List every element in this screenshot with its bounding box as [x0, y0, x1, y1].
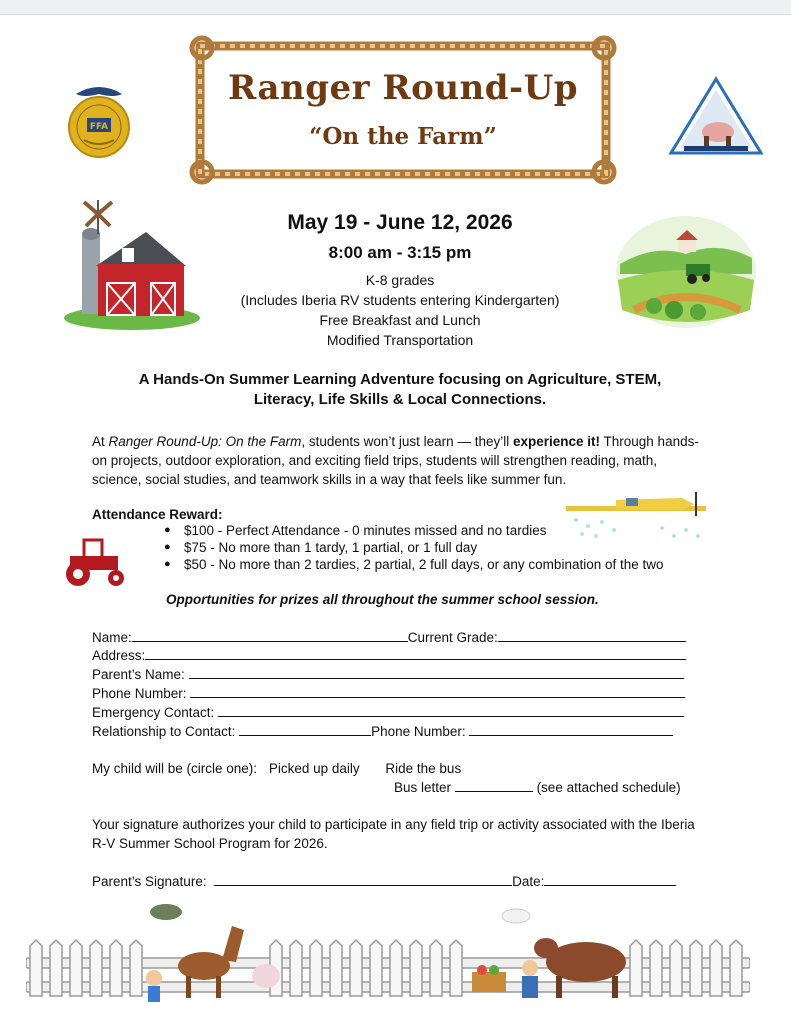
rope-frame: [188, 34, 618, 186]
contact-phone-label: Phone Number:: [371, 724, 466, 739]
form-row-address: [92, 647, 686, 663]
duck: [150, 904, 182, 920]
tagline-line-2: Literacy, Life Skills & Local Connections.: [253, 391, 547, 408]
parent-signature-label: Parent’s Signature:: [92, 874, 207, 889]
form-row-name: [92, 629, 686, 645]
conservation-department-logo: [668, 76, 764, 156]
grade-label: Current Grade:: [407, 630, 498, 645]
form-row-phone: [92, 685, 685, 701]
address-field[interactable]: [145, 647, 686, 660]
goose: [502, 909, 530, 923]
emergency-contact-label: Emergency Contact:: [92, 705, 215, 720]
flyer-subtitle: “On the Farm”: [309, 123, 497, 150]
ffa-logo: [66, 78, 132, 162]
intro-emphasis: experience it!: [512, 434, 601, 449]
parent-name-field[interactable]: [189, 666, 684, 679]
form-row-relationship: [92, 723, 673, 739]
event-grades: K-8 grades: [365, 272, 435, 288]
event-dates: May 19 - June 12, 2026: [287, 211, 513, 234]
relationship-field[interactable]: [239, 723, 371, 736]
sheep: [252, 964, 280, 988]
list-item: ● $50 - No more than 2 tardies, 2 partial, 2 full days, or any combination of the two: [164, 556, 724, 573]
intro-program-name: Ranger Round-Up: On the Farm: [108, 434, 302, 449]
parent-name-label: Parent’s Name:: [92, 667, 185, 682]
form-row-signature: [92, 873, 676, 889]
farm-fence-illustration: [26, 896, 750, 1020]
event-transport: Modified Transportation: [326, 332, 474, 348]
address-label: Address:: [92, 648, 146, 663]
parent-signature-field[interactable]: [214, 873, 512, 886]
top-toolbar-strip: [0, 0, 791, 15]
phone-label: Phone Number:: [92, 686, 187, 701]
list-item: ● $75 - No more than 1 tardy, 1 partial, or 1 full day: [164, 539, 724, 556]
form-row-transport-choice: [92, 761, 461, 776]
form-row-parent-name: [92, 666, 684, 682]
child: [146, 970, 162, 986]
signature-authorization-text: Your signature authorizes your child to participate in any field trip or activity associated with the Iberia R-V Summer School Program for 2026.: [92, 817, 695, 851]
child-will-be-label: My child will be (circle one):: [92, 761, 258, 776]
intro-mid: , students won’t just learn — they’ll: [301, 434, 513, 449]
event-hours: 8:00 am - 3:15 pm: [328, 243, 472, 262]
relationship-label: Relationship to Contact:: [92, 724, 236, 739]
emergency-contact-field[interactable]: [218, 704, 684, 717]
phone-field[interactable]: [190, 685, 685, 698]
see-schedule-note: (see attached schedule): [536, 780, 681, 795]
contact-phone-field[interactable]: [469, 723, 673, 736]
attendance-reward-list: [164, 522, 724, 573]
list-item: ● $100 - Perfect Attendance - 0 minutes missed and no tardies: [164, 522, 724, 539]
farm-field-illustration: [614, 214, 758, 330]
form-row-bus-letter: [394, 779, 681, 795]
tagline-line-1: A Hands-On Summer Learning Adventure focusing on Agriculture, STEM,: [138, 371, 662, 388]
date-field[interactable]: [544, 873, 676, 886]
ffa-logo-text: FFA: [89, 122, 109, 132]
name-label: Name:: [92, 630, 132, 645]
flyer-title: Ranger Round-Up: [227, 68, 579, 108]
option-picked-up-daily[interactable]: Picked up daily: [268, 761, 360, 776]
date-label: Date:: [512, 874, 545, 889]
name-field[interactable]: [132, 629, 408, 642]
tagline: [80, 370, 720, 410]
event-meals: Free Breakfast and Lunch: [319, 312, 481, 328]
intro-at: At: [92, 434, 109, 449]
option-ride-the-bus[interactable]: Ride the bus: [385, 761, 462, 776]
intro-rest: Through hands-on projects, outdoor exploration, and exciting field trips, students will strengthen reading, math, science, social studies, and teamwork skills in a way that feels like summer fun.: [92, 434, 699, 487]
event-includes: (Includes Iberia RV students entering Kindergarten): [240, 292, 560, 308]
tractor-illustration: [60, 534, 130, 588]
attendance-heading: Attendance Reward:: [92, 507, 223, 522]
bus-letter-label: Bus letter: [394, 780, 452, 795]
intro-paragraph: [92, 432, 702, 489]
bus-letter-field[interactable]: [455, 779, 533, 792]
form-row-emergency: [92, 704, 684, 720]
prizes-note: Opportunities for prizes all throughout the summer school session.: [166, 592, 599, 607]
grade-field[interactable]: [498, 629, 686, 642]
vegetable-crate: [472, 972, 506, 992]
